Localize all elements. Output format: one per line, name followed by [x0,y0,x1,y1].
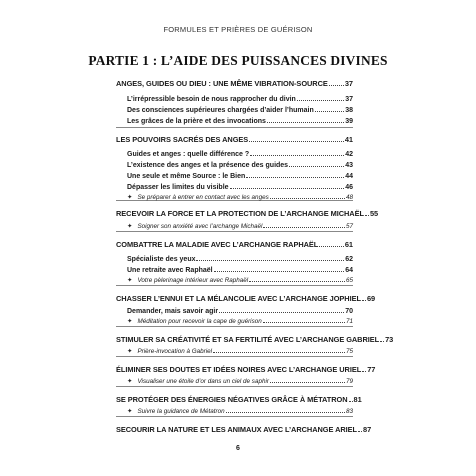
toc-chapter[interactable] [116,292,376,303]
toc-page: 69 [366,294,376,303]
dot-leader [196,259,344,261]
toc-page: 48 [345,194,353,201]
toc-page: 42 [345,151,353,158]
toc-title: Soigner son anxiété avec l’archange Michaël [137,223,263,230]
toc-title: Méditation pour recevoir la cape de guérison [137,318,262,325]
dot-leader [219,311,344,313]
dot-leader [249,280,345,282]
dot-leader [246,176,344,178]
toc-page: 73 [385,335,394,344]
toc-page: 37 [345,96,353,103]
toc-page: 81 [353,395,362,404]
toc-page: 62 [345,256,353,263]
toc-exercise[interactable] [127,314,353,325]
toc-chapter[interactable] [116,423,372,434]
dot-leader [319,245,344,247]
toc-title: L’existence des anges et la présence des guides [127,162,289,169]
toc-chapter[interactable] [116,363,376,374]
toc-title: Guides et anges : quelle différence ? [127,151,250,158]
toc-title: COMBATTRE LA MALADIE AVEC L’ARCHANGE RAPHAËL [116,240,319,249]
toc-title: Une retraite avec Raphaël [127,267,213,274]
toc-page: 38 [345,107,353,114]
toc-page: 87 [363,425,372,434]
dot-leader [267,121,344,123]
toc-title: CHASSER L’ENNUI ET LA MÉLANCOLIE AVEC L’ARCHANGE JOPHIEL [116,294,361,303]
star-icon: ✦ [127,194,133,201]
toc-section[interactable] [127,158,353,169]
toc-chapter[interactable] [116,333,394,344]
divider [116,285,353,286]
toc-exercise[interactable] [127,404,353,415]
toc-page: 75 [345,348,353,355]
toc-chapter[interactable] [116,207,379,218]
toc-title: Les grâces de la prière et des invocations [127,118,266,125]
toc-title: Se préparer à entrer en contact avec les anges [137,194,269,201]
toc-title: Spécialiste des yeux [127,256,196,263]
toc-page: 83 [345,408,353,415]
dot-leader [263,321,345,323]
dot-leader [297,99,344,101]
toc-section[interactable] [127,252,353,263]
toc-page: 64 [345,267,353,274]
dot-leader [315,110,344,112]
toc-exercise[interactable] [127,219,353,230]
divider [116,416,353,417]
toc-page: 57 [345,223,353,230]
toc-title: LES POUVOIRS SACRÉS DES ANGES [116,135,249,144]
toc-section[interactable] [127,92,353,103]
star-icon: ✦ [127,223,133,230]
toc-title: Des consciences supérieures chargées d’aider l’humain [127,107,314,114]
divider [116,326,353,327]
toc-title: SE PROTÉGER DES ÉNERGIES NÉGATIVES GRÂCE À MÉTATRON [116,395,348,404]
divider [116,356,353,357]
toc-section[interactable] [127,103,353,114]
toc-page: 46 [345,184,353,191]
toc-title: SECOURIR LA NATURE ET LES ANIMAUX AVEC L’ARCHANGE ARIEL [116,425,358,434]
toc-exercise[interactable] [127,344,353,355]
dot-leader [226,411,345,413]
toc-title: Suivre la guidance de Métatron [137,408,225,415]
divider [116,127,353,128]
toc-page: 70 [345,308,353,315]
toc-chapter[interactable] [116,77,353,88]
dot-leader [230,187,345,189]
dot-leader [380,340,384,342]
toc-page: 65 [345,277,353,284]
toc-page: 77 [367,365,376,374]
toc-page: 55 [369,209,379,218]
part-title: PARTIE 1 : L’AIDE DES PUISSANCES DIVINES [88,53,388,68]
running-head: FORMULES ET PRIÈRES DE GUÉRISON [163,25,313,34]
toc-title: ANGES, GUIDES OU DIEU : UNE MÊME VIBRATION-SOURCE [116,79,328,88]
star-icon: ✦ [127,378,133,385]
dot-leader [362,299,366,301]
toc-exercise[interactable] [127,273,353,284]
toc-title: RECEVOIR LA FORCE ET LA PROTECTION DE L’ARCHANGE MICHAËL [116,209,364,218]
toc-page: 43 [345,162,353,169]
dot-leader [362,370,366,372]
dot-leader [249,140,344,142]
toc-title: Prière-invocation à Gabriel [137,348,213,355]
toc-page: 39 [345,118,353,125]
toc-title: Demander, mais savoir agir [127,308,219,315]
toc-page: 79 [345,378,353,385]
toc-page: 61 [344,240,353,249]
toc-title: Visualiser une étoile d’or dans un ciel de saphir [137,378,269,385]
toc-section[interactable] [127,147,353,158]
star-icon: ✦ [127,408,133,415]
toc-page: 71 [345,318,353,325]
toc-page: 44 [345,173,353,180]
toc-title: Votre pèlerinage intérieur avec Raphaël [137,277,249,284]
dot-leader [263,226,345,228]
toc-page: 41 [344,135,353,144]
toc-title: ÉLIMINER SES DOUTES ET IDÉES NOIRES AVEC L’ARCHANGE URIEL [116,365,362,374]
dot-leader [358,430,362,432]
dot-leader [329,84,344,86]
star-icon: ✦ [127,348,133,355]
dot-leader [289,165,344,167]
divider [116,386,353,387]
toc-chapter[interactable] [116,133,353,144]
dot-leader [250,154,344,156]
divider [116,231,353,232]
toc-page: 37 [344,79,353,88]
toc-title: L’irrépressible besoin de nous rapprocher du divin [127,96,296,103]
star-icon: ✦ [127,277,133,284]
toc-section[interactable] [127,169,353,180]
toc-title: Une seule et même Source : le Bien [127,173,246,180]
toc-title: Dépasser les limites du visible [127,184,229,191]
toc-exercise[interactable] [127,374,353,385]
toc-section[interactable] [127,114,353,125]
toc-exercise[interactable] [127,190,353,201]
dot-leader [365,214,369,216]
toc-title: STIMULER SA CRÉATIVITÉ ET SA FERTILITÉ AVEC L’ARCHANGE GABRIEL [116,335,380,344]
toc-chapter[interactable] [116,238,353,249]
dot-leader [213,351,345,353]
star-icon: ✦ [127,318,133,325]
page-number: 6 [236,445,240,452]
dot-leader [349,400,353,402]
dot-leader [270,381,345,383]
toc-chapter[interactable] [116,393,362,404]
dot-leader [214,270,345,272]
dot-leader [270,197,345,199]
